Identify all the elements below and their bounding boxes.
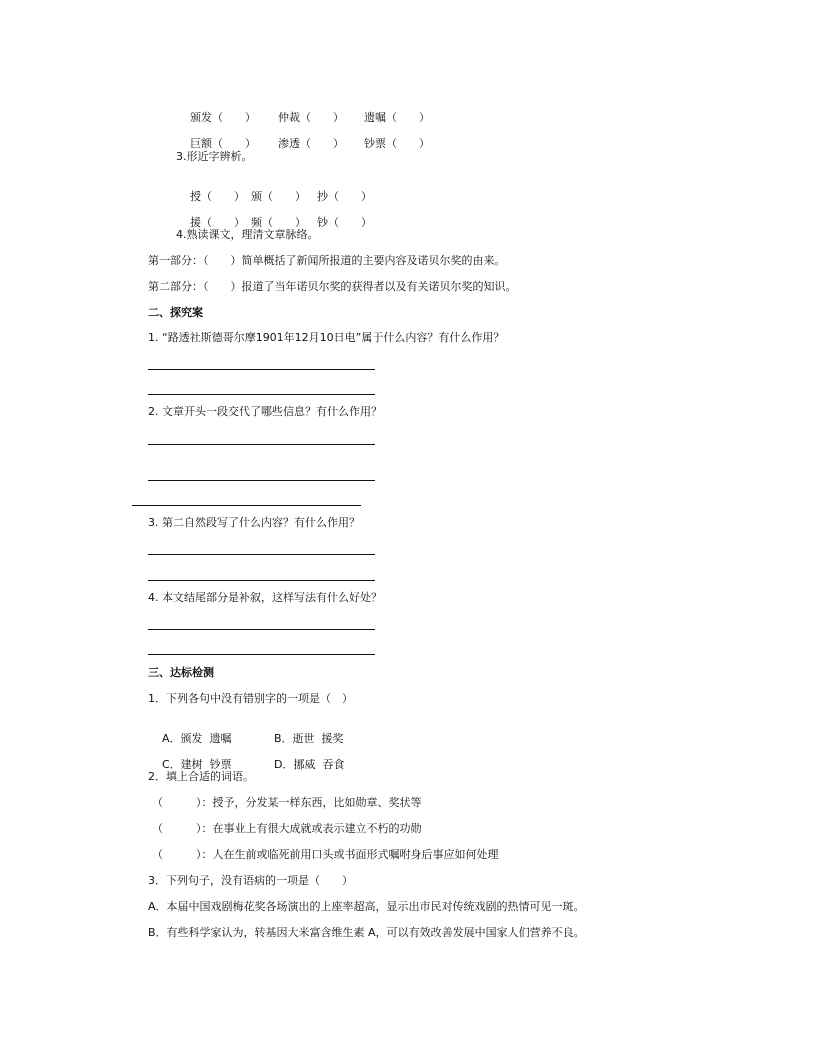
fill-blank-3: （ ）：人在生前或临死前用口头或书面形式嘱咐身后事应如何处理 <box>152 848 499 861</box>
answer-line <box>148 369 375 370</box>
answer-line <box>148 654 375 655</box>
test-q3: 3．下列句子，没有语病的一项是（ ） <box>148 874 353 887</box>
heading-test: 三、达标检测 <box>148 666 214 679</box>
fill-blank-2: （ ）：在事业上有很大成就或表示建立不朽的功勋 <box>152 822 422 835</box>
option-a: A．颁发 遗嘱 <box>162 732 232 745</box>
inquiry-q1: 1. “路透社斯德哥尔摩1901年12月10日电”属于什么内容？有什么作用？ <box>148 331 505 344</box>
char-pin: 频（ ） <box>251 216 306 229</box>
test-q3-option-a: A．本届中国戏剧梅花奖各场演出的上座率超高，显示出市民对传统戏剧的热情可见一斑。 <box>148 900 585 913</box>
word-chaopiao: 钞票（ ） <box>364 137 430 150</box>
char-chao: 抄（ ） <box>317 190 372 203</box>
inquiry-q2: 2. 文章开头一段交代了哪些信息？有什么作用？ <box>148 405 382 418</box>
option-c: C．建树 钞票 <box>162 758 232 771</box>
word-yizhu: 遗嘱（ ） <box>364 111 430 124</box>
answer-line <box>148 580 375 581</box>
option-b: B．逝世 援奖 <box>274 732 344 745</box>
word-banfa: 颁发（ ） <box>190 111 256 124</box>
inquiry-q4: 4. 本文结尾部分是补叙，这样写法有什么好处？ <box>148 591 382 604</box>
char-ban: 颁（ ） <box>251 190 306 203</box>
fill-blank-1: （ ）：授予，分发某一样东西，比如勋章、奖状等 <box>152 796 422 809</box>
inquiry-q3: 3. 第二自然段写了什么内容？有什么作用？ <box>148 516 360 529</box>
item-4: 4.熟读课文，理清文章脉络。 <box>176 228 319 241</box>
test-q3-option-b: B．有些科学家认为，转基因大米富含维生素 A，可以有效改善发展中国家人们营养不良。 <box>148 926 585 939</box>
answer-line <box>148 480 375 481</box>
heading-inquiry: 二、探究案 <box>148 306 203 319</box>
section-1-line: 第一部分：（ ）简单概括了新闻所报道的主要内容及诺贝尔奖的由来。 <box>148 254 506 267</box>
section-2-line: 第二部分：（ ）报道了当年诺贝尔奖的获得者以及有关诺贝尔奖的知识。 <box>148 280 517 293</box>
test-q1: 1．下列各句中没有错别字的一项是（ ） <box>148 692 353 705</box>
char-yuan: 援（ ） <box>190 216 245 229</box>
option-d: D．挪威 吞食 <box>274 758 345 771</box>
char-shou: 授（ ） <box>190 190 245 203</box>
char-chao2: 钞（ ） <box>317 216 372 229</box>
answer-line <box>132 505 361 506</box>
answer-line <box>148 394 375 395</box>
answer-line <box>148 444 375 445</box>
word-jue: 巨额（ ） <box>190 137 256 150</box>
word-zhongcai: 仲裁（ ） <box>278 111 344 124</box>
item-3: 3.形近字辨析。 <box>176 150 253 163</box>
answer-line <box>148 554 375 555</box>
answer-line <box>148 629 375 630</box>
test-q2: 2．填上合适的词语。 <box>148 770 254 783</box>
word-shentou: 渗透（ ） <box>278 137 344 150</box>
